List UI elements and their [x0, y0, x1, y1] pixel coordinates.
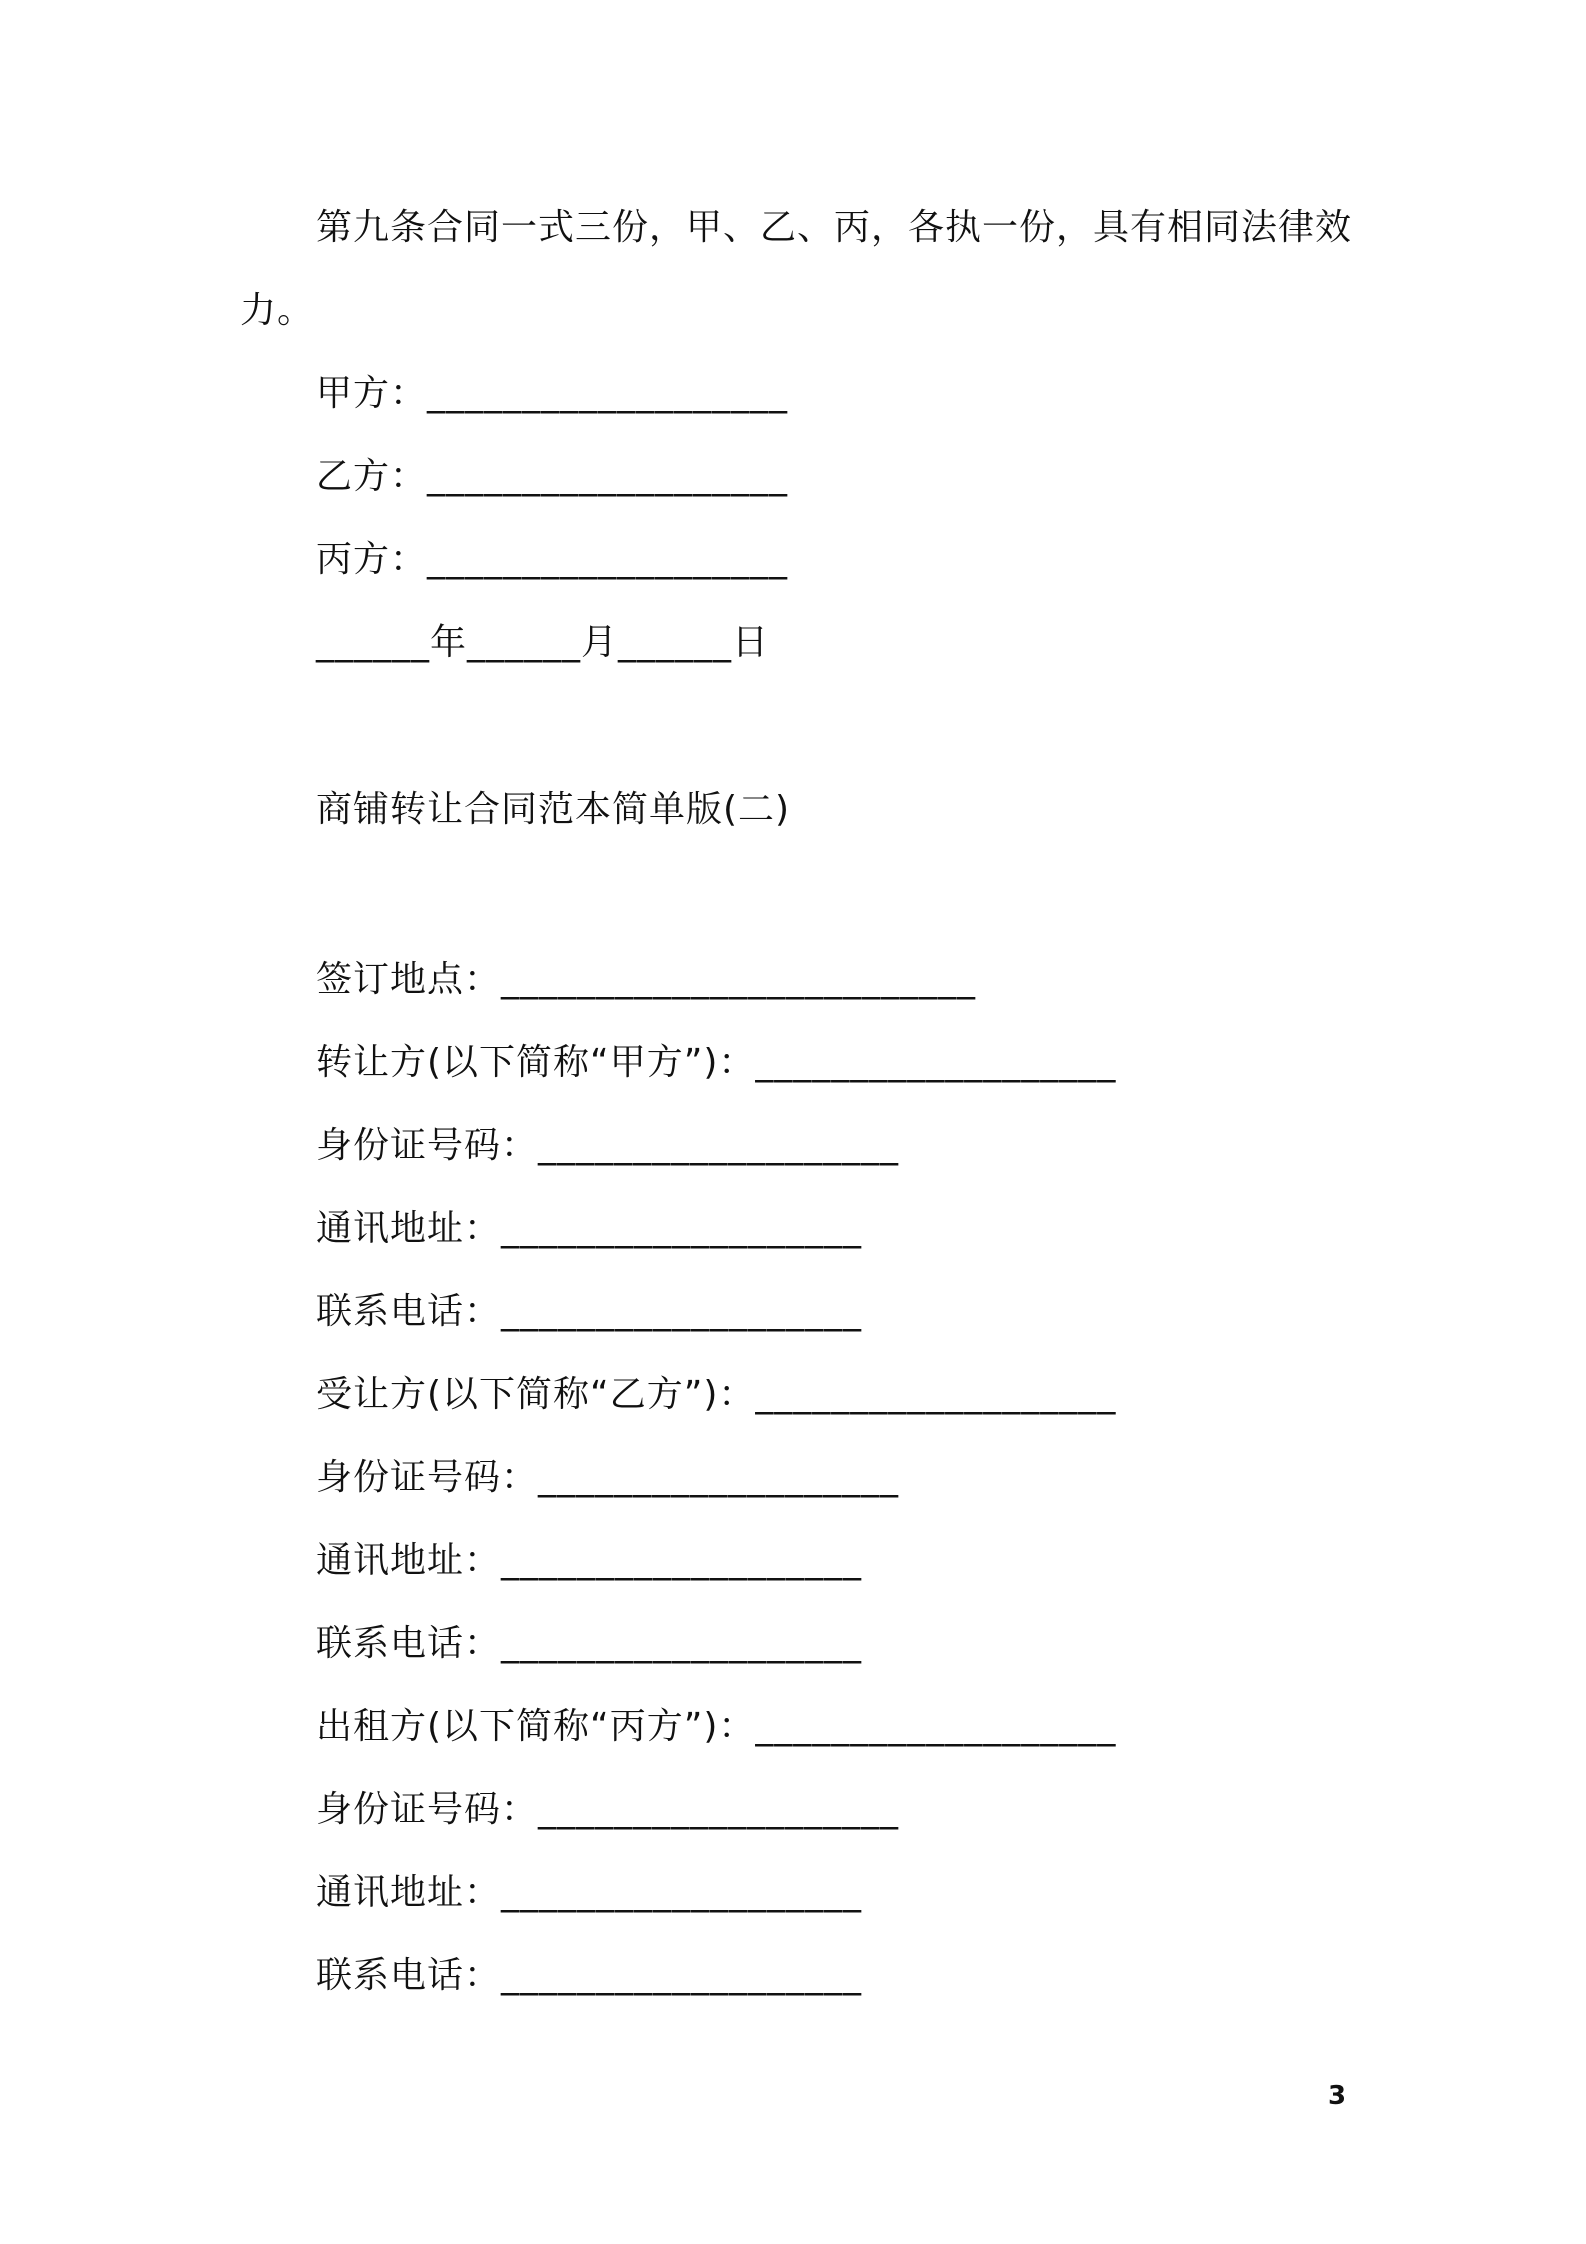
- signature-party-a: 甲方：___________________: [316, 373, 789, 414]
- page-number: 3: [1328, 2081, 1347, 2111]
- field-lessor: 出租方(以下简称“丙方”)：___________________: [316, 1706, 1117, 1747]
- signature-date: ______年______月______日: [316, 622, 769, 663]
- field-transferee: 受让方(以下简称“乙方”)：___________________: [316, 1374, 1117, 1415]
- field-lessor-phone: 联系电话：___________________: [316, 1955, 863, 1996]
- field-transferor-id: 身份证号码：___________________: [316, 1125, 900, 1166]
- signature-party-c: 丙方：___________________: [316, 539, 789, 580]
- field-transferee-id: 身份证号码：___________________: [316, 1457, 900, 1498]
- clause-9-line-2: 力。: [240, 290, 315, 331]
- field-transferee-address: 通讯地址：___________________: [316, 1540, 863, 1581]
- clause-9-line-1: 第九条合同一式三份，甲、乙、丙，各执一份，具有相同法律效: [316, 207, 1353, 248]
- field-transferee-phone: 联系电话：___________________: [316, 1623, 863, 1664]
- field-transferor-address: 通讯地址：___________________: [316, 1208, 863, 1249]
- signature-party-b: 乙方：___________________: [316, 456, 789, 497]
- section-title: 商铺转让合同范本简单版(二): [316, 789, 791, 830]
- field-transferor-phone: 联系电话：___________________: [316, 1291, 863, 1332]
- field-lessor-id: 身份证号码：___________________: [316, 1789, 900, 1830]
- field-lessor-address: 通讯地址：___________________: [316, 1872, 863, 1913]
- field-transferor: 转让方(以下简称“甲方”)：___________________: [316, 1042, 1117, 1083]
- field-signing-place: 签订地点：_________________________: [316, 959, 977, 1000]
